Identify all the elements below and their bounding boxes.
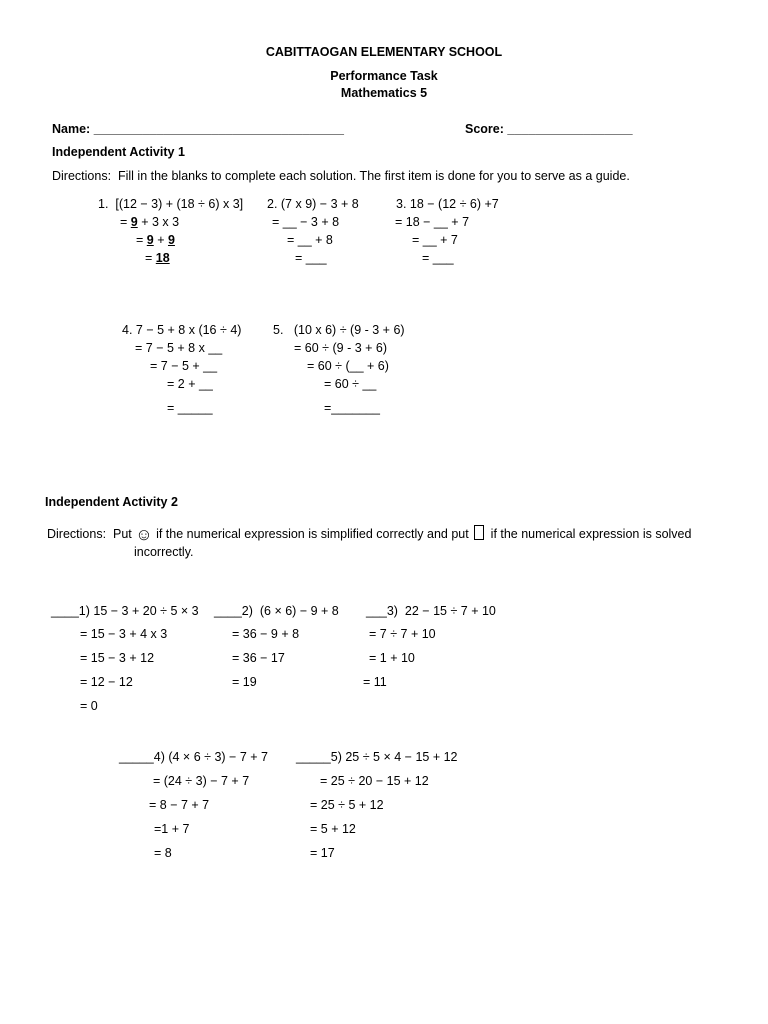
a1-item2-line4[interactable]: = ___ (295, 251, 327, 265)
a2-item1-line3: = 15 − 3 + 12 (80, 651, 155, 665)
task-title: Performance Task (330, 69, 438, 83)
a2-item4-line5: = 8 (154, 846, 172, 860)
answer-value: 9 (130, 215, 138, 229)
a2-item3-line4: = 11 (363, 675, 387, 689)
activity1-directions: Directions: Fill in the blanks to complete each solution. The first item is done for you to serve as a guide. (52, 169, 630, 183)
school-name: CABITTAOGAN ELEMENTARY SCHOOL (265, 45, 503, 59)
score-label: Score: (465, 122, 508, 136)
a2-item4-line4: =1 + 7 (154, 822, 190, 836)
a1-item5-line4[interactable]: = 60 ÷ __ (324, 377, 377, 391)
a2-item3-line3: = 1 + 10 (369, 651, 415, 665)
a2-item3-line2: = 7 ÷ 7 + 10 (369, 627, 436, 641)
answer-value: 9 (146, 233, 154, 247)
a2-item5-line4: = 5 + 12 (310, 822, 356, 836)
a1-item5-line3[interactable]: = 60 ÷ (__ + 6) (307, 359, 389, 373)
a1-item4-line5[interactable]: = _____ (167, 401, 213, 415)
a1-item4-line1: 4. 7 − 5 + 8 x (16 ÷ 4) (122, 323, 242, 337)
a2-item5-line3: = 25 ÷ 5 + 12 (310, 798, 384, 812)
a1-item1-line1: 1. [(12 − 3) + (18 ÷ 6) x 3] (98, 197, 244, 211)
a1-item2-line1: 2. (7 x 9) − 3 + 8 (267, 197, 359, 211)
a1-item3-line4[interactable]: = ___ (422, 251, 454, 265)
a1-item1-line4: = 18 (145, 251, 170, 265)
a1-item5-line1: 5. (10 x 6) ÷ (9 - 3 + 6) (273, 323, 405, 337)
a1-item1-line3: = 9 + 9 (136, 233, 175, 247)
a1-item3-line2[interactable]: = 18 − __ + 7 (395, 215, 470, 229)
activity2-directions-cont: incorrectly. (134, 545, 194, 559)
a1-item2-line3[interactable]: = __ + 8 (287, 233, 333, 247)
a1-item2-line2[interactable]: = __ − 3 + 8 (272, 215, 340, 229)
a2-item2-line3: = 36 − 17 (232, 651, 285, 665)
a1-item4-line3[interactable]: = 7 − 5 + __ (150, 359, 218, 373)
a2-item1-line1[interactable]: ____1) 15 − 3 + 20 ÷ 5 × 3 (51, 604, 199, 618)
a2-item1-line4: = 12 − 12 (80, 675, 133, 689)
name-field[interactable] (52, 121, 344, 137)
activity1-title: Independent Activity 1 (52, 145, 185, 159)
smiley-icon: ☺ (135, 525, 153, 544)
a2-item5-line2: = 25 ÷ 20 − 15 + 12 (320, 774, 429, 788)
a2-item4-line2: = (24 ÷ 3) − 7 + 7 (153, 774, 250, 788)
a1-item5-line5[interactable]: =_______ (324, 401, 380, 415)
name-label: Name: (52, 122, 94, 136)
a2-item3-line1[interactable]: ___3) 22 − 15 ÷ 7 + 10 (366, 604, 496, 618)
a1-item4-line2[interactable]: = 7 − 5 + 8 x __ (135, 341, 223, 355)
a1-item1-line2: = 9 + 3 x 3 (120, 215, 180, 229)
a2-item2-line4: = 19 (232, 675, 257, 689)
a1-item3-line1: 3. 18 − (12 ÷ 6) +7 (396, 197, 499, 211)
a2-item5-line5: = 17 (310, 846, 335, 860)
a1-item4-line4[interactable]: = 2 + __ (167, 377, 213, 391)
a2-item4-line1[interactable]: _____4) (4 × 6 ÷ 3) − 7 + 7 (119, 750, 268, 764)
a2-item1-line2: = 15 − 3 + 4 x 3 (80, 627, 168, 641)
box-icon (474, 525, 484, 540)
a2-item5-line1[interactable]: _____5) 25 ÷ 5 × 4 − 15 + 12 (296, 750, 458, 764)
name-blank: ____________________________________ (93, 122, 344, 136)
a2-item4-line3: = 8 − 7 + 7 (149, 798, 210, 812)
subject-title: Mathematics 5 (340, 86, 428, 100)
score-blank: __________________ (507, 122, 633, 136)
a2-item1-line5: = 0 (80, 699, 98, 713)
answer-value: 9 (167, 233, 175, 247)
a2-item2-line2: = 36 − 9 + 8 (232, 627, 300, 641)
activity2-directions: Directions: Put ☺ if the numerical expression is simplified correctly and put if the numerical expression is solved (47, 525, 692, 544)
a1-item3-line3[interactable]: = __ + 7 (412, 233, 458, 247)
answer-value: 18 (155, 251, 170, 265)
a1-item5-line2: = 60 ÷ (9 - 3 + 6) (294, 341, 388, 355)
a2-item2-line1[interactable]: ____2) (6 × 6) − 9 + 8 (214, 604, 339, 618)
activity2-title: Independent Activity 2 (45, 495, 178, 509)
score-field[interactable] (465, 121, 633, 137)
